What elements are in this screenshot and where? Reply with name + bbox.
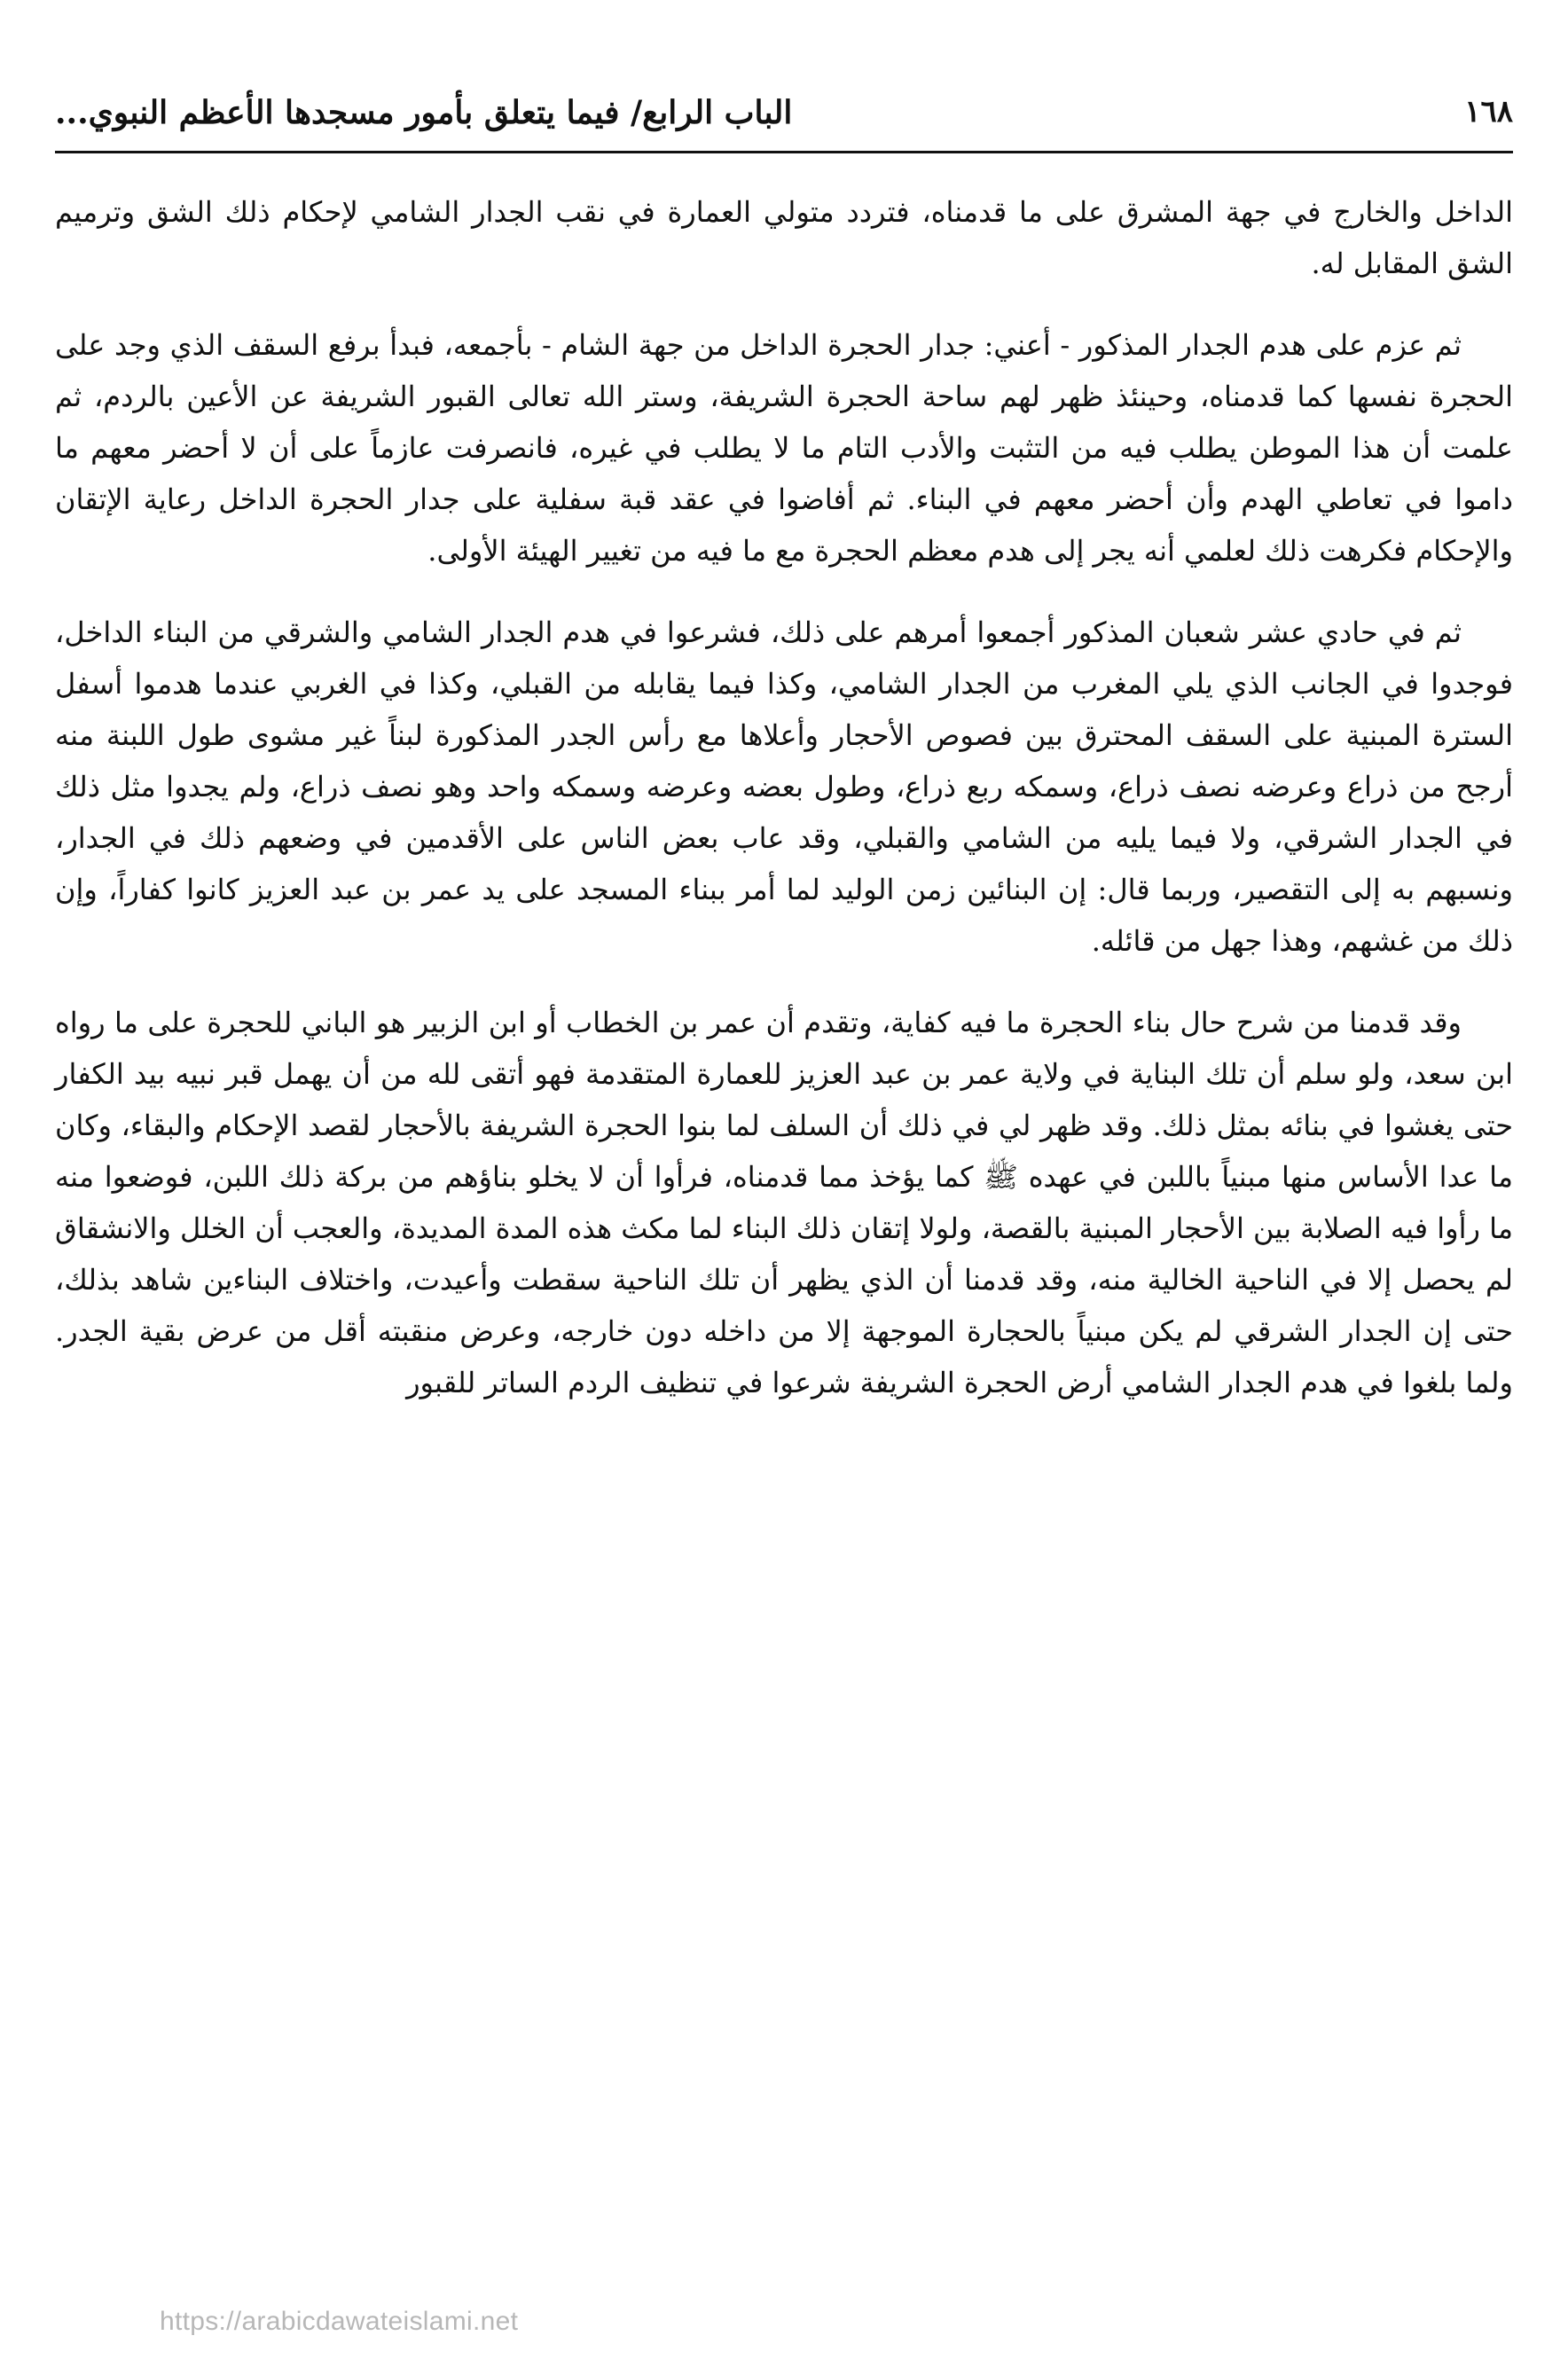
main-text — [55, 186, 1513, 2253]
page-number: ١٦٨ — [1464, 94, 1513, 129]
header-title: الباب الرابع/ فيما يتعلق بأمور مسجدها الأعظم النبوي... — [55, 94, 793, 131]
paragraph-4: وقد قدمنا من شرح حال بناء الحجرة ما فيه كفاية، وتقدم أن عمر بن الخطاب أو ابن الزبير هو الباني للحجرة على ما رواه ابن سعد، ولو سلم أن تلك البناية في ولاية عمر بن عبد العزيز للعمارة المتقدمة فهو أتقى لله من أن يهمل قبر نبيه بيد الكفار حتى يغشوا في بنائه بمثل ذلك. وقد ظهر لي في ذلك أن السلف لما بنوا الحجرة الشريفة بالأحجار لقصد الإحكام والبقاء، وكان ما عدا الأساس منها مبنياً باللبن في عهده ﷺ كما يؤخذ مما قدمناه، فرأوا أن لا يخلو بناؤهم من بركة ذلك اللبن، فوضعوا منه ما رأوا فيه الصلابة بين الأحجار المبنية بالقصة، ولولا إتقان ذلك البناء لما مكث هذه المدة المديدة، والعجب أن الخلل والانشقاق لم يحصل إلا في الناحية الخالية منه، وقد قدمنا أن الذي يظهر أن تلك الناحية سقطت وأعيدت، واختلاف البناءين شاهد بذلك، حتى إن الجدار الشرقي لم يكن مبنياً بالحجارة الموجهة إلا من داخله دون خارجه، وعرض منقبته أقل من عرض بقية الجدر. ولما بلغوا في هدم الجدار الشامي أرض الحجرة الشريفة شرعوا في تنظيف الردم الساتر للقبور — [55, 1006, 1514, 1399]
paragraph-2: ثم عزم على هدم الجدار المذكور - أعني: جدار الحجرة الداخل من جهة الشام - بأجمعه، فبدأ برفع السقف الذي وجد على الحجرة نفسها كما قدمناه، وحينئذ ظهر لهم ساحة الحجرة الشريفة، وستر الله تعالى القبور الشريفة عن الأعين بالردم، ثم علمت أن هذا الموطن يطلب فيه من التثبت والأدب التام ما لا يطلب في غيره، فانصرفت عازماً على أن لا أحضر معهم ما داموا في تعاطي الهدم وأن أحضر معهم في البناء. ثم أفاضوا في عقد قبة سفلية على جدار الحجرة الداخل رعاية الإتقان والإحكام فكرهت ذلك لعلمي أنه يجر إلى هدم معظم الحجرة مع ما فيه من تغيير الهيئة الأولى. — [55, 328, 1514, 568]
paragraph-3: ثم في حادي عشر شعبان المذكور أجمعوا أمرهم على ذلك، فشرعوا في هدم الجدار الشامي والشرقي من البناء الداخل، فوجدوا في الجانب الذي يلي المغرب من الجدار الشامي، وكذا فيما يقابله من القبلي، وكذا في الغربي عندما هدموا أسفل السترة المبنية على السقف المحترق بين فصوص الأحجار وأعلاها مع رأس الجدر المذكورة لبناً غير مشوى طول اللبنة منه أرجح من ذراع وعرضه نصف ذراع، وسمكه ربع ذراع، وطول بعضه وعرضه وسمكه واحد وهو نصف ذراع، ولم يجدوا مثل ذلك في الجدار الشرقي، ولا فيما يليه من الشامي والقبلي، وقد عاب بعض الناس على الأقدمين في وضعهم ذلك في الجدار، ونسبهم به إلى التقصير، وربما قال: إن البنائين زمن الوليد لما أمر ببناء المسجد على يد عمر بن عبد العزيز كانوا كفاراً، وإن ذلك من غشهم، وهذا جهل من قائله. — [55, 615, 1514, 958]
paragraph-1: الداخل والخارج في جهة المشرق على ما قدمناه، فتردد متولي العمارة في نقب الجدار الشامي لإحكام ذلك الشق وترميم الشق المقابل له. — [55, 195, 1513, 280]
running-header — [55, 87, 1513, 153]
watermark-url: https://arabicdawateislami.net — [160, 2307, 519, 2336]
